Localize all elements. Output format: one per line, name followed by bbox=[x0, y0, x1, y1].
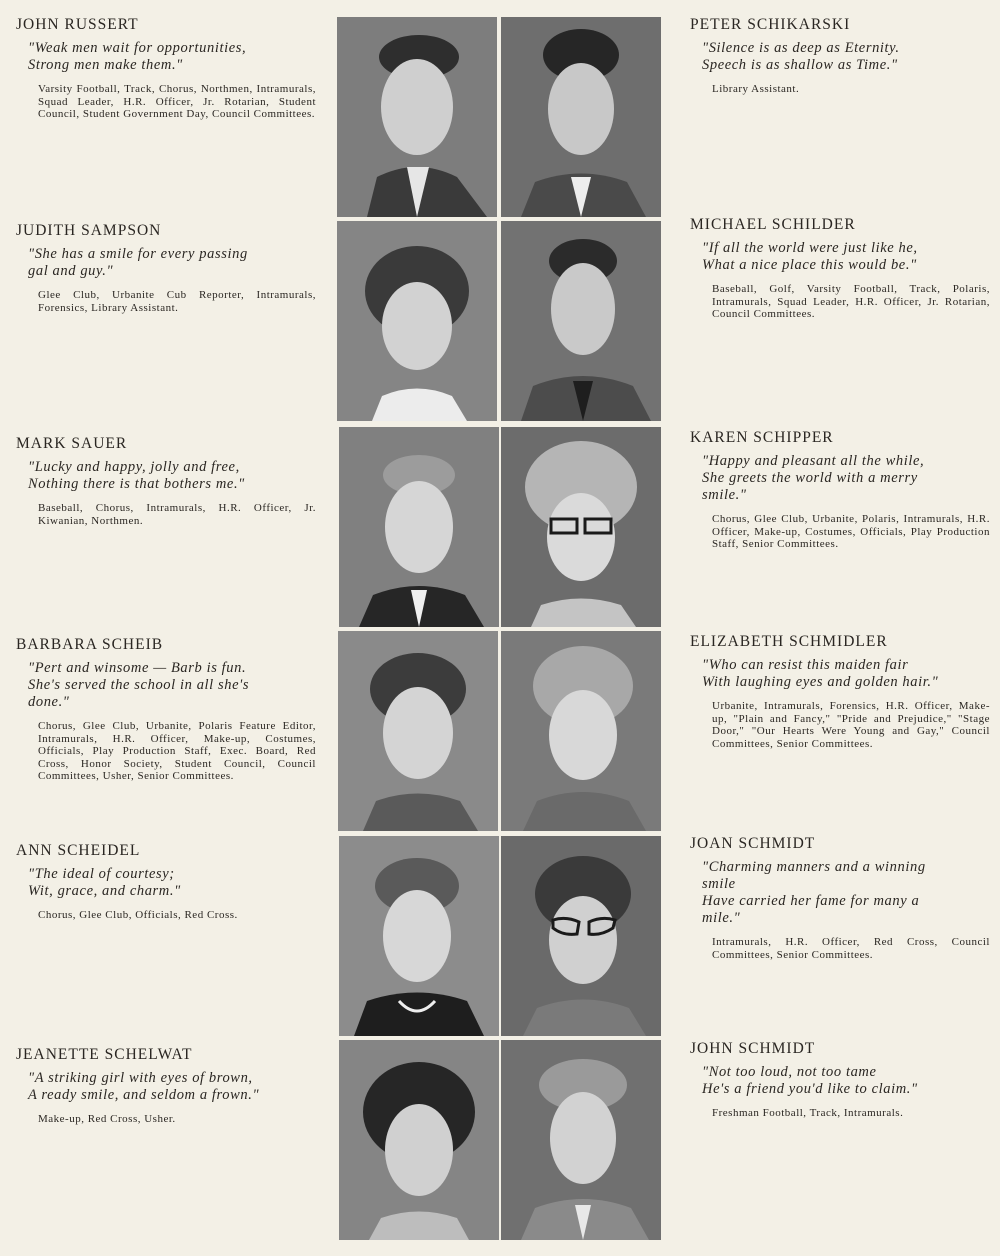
senior-name: JUDITH SAMPSON bbox=[16, 222, 162, 239]
senior-quote: "Weak men wait for opportunities, Strong men make them." bbox=[28, 40, 247, 73]
senior-name: MICHAEL SCHILDER bbox=[690, 216, 856, 233]
portrait-photo bbox=[338, 631, 498, 831]
senior-name: BARBARA SCHEIB bbox=[16, 636, 164, 653]
senior-name: ELIZABETH SCHMIDLER bbox=[690, 633, 888, 650]
senior-entry bbox=[690, 835, 990, 961]
portrait-photo bbox=[501, 427, 661, 627]
portrait-photo bbox=[339, 427, 499, 627]
portrait-photo bbox=[339, 1040, 499, 1240]
portrait-photo bbox=[501, 836, 661, 1036]
senior-entry bbox=[16, 435, 316, 527]
senior-entry bbox=[16, 222, 316, 314]
senior-quote: "Silence is as deep as Eternity. Speech is as shallow as Time." bbox=[702, 40, 900, 73]
senior-activities: Chorus, Glee Club, Officials, Red Cross. bbox=[38, 909, 238, 921]
portrait-photo bbox=[501, 1040, 661, 1240]
senior-activities: Urbanite, Intramurals, Forensics, H.R. Officer, Make-up, "Plain and Fancy," "Pride and Prejudice," "Stage Door," "Our Hearts Were Young and Gay," Council Committees, Senior Committees. bbox=[712, 700, 990, 750]
senior-name: PETER SCHIKARSKI bbox=[690, 16, 851, 33]
senior-activities: Baseball, Golf, Varsity Football, Track, Polaris, Intramurals, Squad Leader, H.R. Officer, Jr. Rotarian, Council Committees. bbox=[712, 283, 990, 320]
senior-name: MARK SAUER bbox=[16, 435, 128, 452]
senior-quote: "Happy and pleasant all the while, She greets the world with a merry smile." bbox=[702, 453, 925, 503]
senior-quote: "Lucky and happy, jolly and free, Nothing there is that bothers me." bbox=[28, 459, 245, 492]
senior-activities: Freshman Football, Track, Intramurals. bbox=[712, 1107, 904, 1119]
senior-activities: Chorus, Glee Club, Urbanite, Polaris, Intramurals, H.R. Officer, Make-up, Costumes, Officials, Play Production Staff, Senior Committees. bbox=[712, 513, 990, 550]
portrait-photo bbox=[501, 221, 661, 421]
senior-quote: "Not too loud, not too tame He's a friend you'd like to claim." bbox=[702, 1064, 918, 1097]
portrait-photo bbox=[501, 17, 661, 217]
senior-entry bbox=[16, 16, 316, 121]
senior-activities: Chorus, Glee Club, Urbanite, Polaris Feature Editor, Intramurals, H.R. Officer, Make-up, Costumes, Officials, Play Production Staff, Exec. Board, Red Cross, Honor Society, Student Council, Council Committees, Usher, Senior Committees. bbox=[38, 720, 316, 782]
portrait-photo bbox=[337, 221, 497, 421]
senior-name: KAREN SCHIPPER bbox=[690, 429, 834, 446]
senior-name: JOHN RUSSERT bbox=[16, 16, 139, 33]
senior-quote: "She has a smile for every passing gal and guy." bbox=[28, 246, 248, 279]
senior-quote: "The ideal of courtesy; Wit, grace, and charm." bbox=[28, 866, 181, 899]
senior-entry bbox=[690, 1040, 990, 1120]
senior-quote: "Pert and winsome — Barb is fun. She's served the school in all she's done." bbox=[28, 660, 250, 710]
portrait-photo bbox=[501, 631, 661, 831]
senior-entry bbox=[690, 216, 990, 321]
senior-entry bbox=[16, 636, 316, 783]
senior-entry bbox=[690, 633, 990, 750]
portrait-photo bbox=[337, 17, 497, 217]
senior-entry bbox=[16, 1046, 316, 1126]
senior-name: JOAN SCHMIDT bbox=[690, 835, 816, 852]
senior-name: ANN SCHEIDEL bbox=[16, 842, 141, 859]
senior-quote: "A striking girl with eyes of brown, A ready smile, and seldom a frown." bbox=[28, 1070, 260, 1103]
senior-activities: Baseball, Chorus, Intramurals, H.R. Officer, Jr. Kiwanian, Northmen. bbox=[38, 502, 316, 527]
senior-activities: Glee Club, Urbanite Cub Reporter, Intramurals, Forensics, Library Assistant. bbox=[38, 289, 316, 314]
senior-activities: Varsity Football, Track, Chorus, Northmen, Intramurals, Squad Leader, H.R. Officer, Jr. Rotarian, Student Council, Student Government Day, Council Committees. bbox=[38, 83, 316, 120]
senior-entry bbox=[16, 842, 316, 922]
senior-quote: "If all the world were just like he, What a nice place this would be." bbox=[702, 240, 918, 273]
senior-activities: Library Assistant. bbox=[712, 83, 800, 95]
senior-entry bbox=[690, 16, 990, 96]
portrait-photo bbox=[339, 836, 499, 1036]
senior-quote: "Who can resist this maiden fair With laughing eyes and golden hair." bbox=[702, 657, 939, 690]
senior-name: JOHN SCHMIDT bbox=[690, 1040, 816, 1057]
senior-activities: Intramurals, H.R. Officer, Red Cross, Council Committees, Senior Committees. bbox=[712, 936, 990, 961]
senior-entry bbox=[690, 429, 990, 551]
senior-name: JEANETTE SCHELWAT bbox=[16, 1046, 193, 1063]
senior-quote: "Charming manners and a winning smile Have carried her fame for many a mile." bbox=[702, 859, 926, 926]
senior-activities: Make-up, Red Cross, Usher. bbox=[38, 1113, 176, 1125]
